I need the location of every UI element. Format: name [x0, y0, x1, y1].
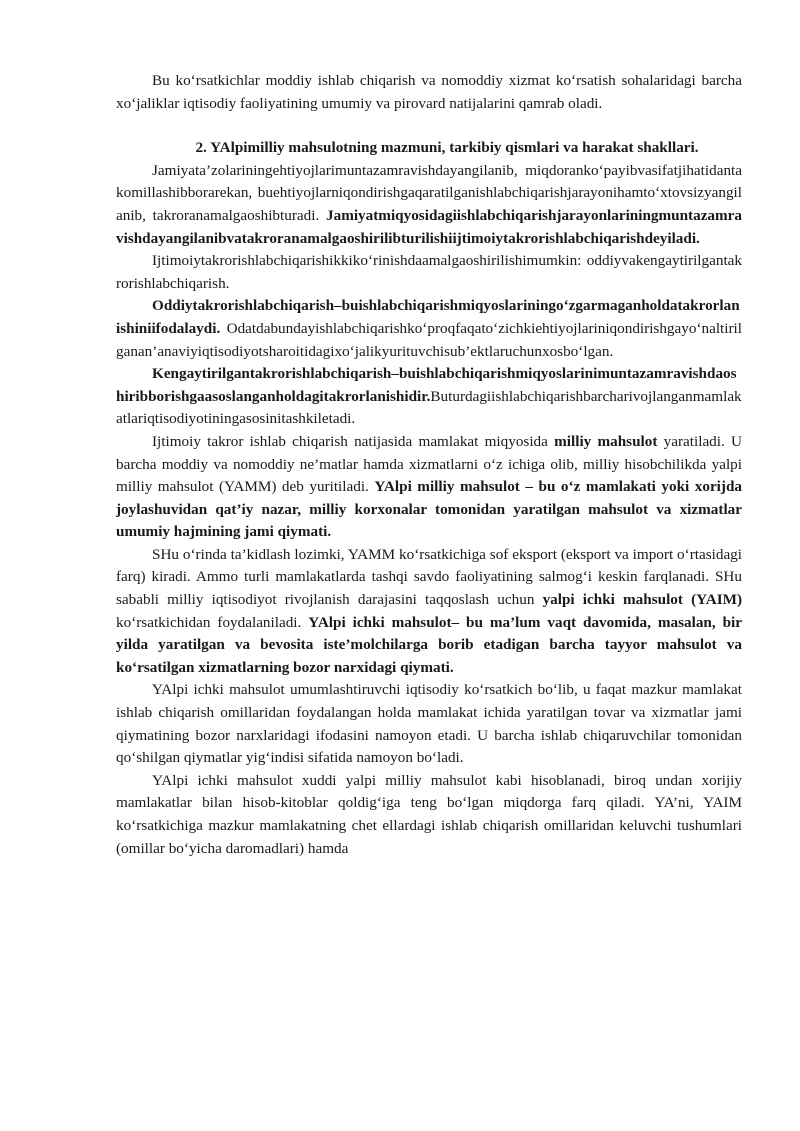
paragraph-gdp-indicator	[116, 679, 742, 769]
definition-bold-text: YAlpi ichki mahsulot– bu ma’lum vaqt davomida, masalan, bir yilda yaratilgan va bevosita iste’molchilarga borib etadigan barcha tayyor mahsulot va ko‘rsatilgan xizmatlarning bozor narxidagi qiymati.	[116, 613, 742, 676]
definition-bold-text: Kengaytirilgantakrorishlabchiqarish–buishlabchiqarishmiqyoslarinimuntazamravishdaoshiribborishgaasoslanganholdagitakrorlanishidir.	[116, 365, 737, 405]
paragraph-gdp	[116, 544, 742, 680]
paragraph-text: YAlpi ichki mahsulot umumlashtiruvchi iqtisodiy ko‘rsatkich bo‘lib, u faqat mazkur mamlakat ishlab chiqarish omillaridan foydalangan holda mamlakat ichida yaratilgan tovar va xizmatlar jami qiymatining bozor narxlaridagi ifodasini namoyon etadi. U barcha ishlab chiqaruvchilar tomonidan qo‘shilgan qiymatlar yig‘indisi sifatida namoyon bo‘ladi.	[116, 681, 742, 767]
paragraph-extended-reproduction	[116, 363, 742, 431]
paragraph-intro	[116, 70, 742, 115]
term-bold: milliy mahsulot	[554, 432, 658, 450]
definition-bold-text: Jamiyatmiqyosidagiishlabchiqarishjarayonlariningmuntazamravishdayangilanibvatakroranamalgaoshirilibturilishiijtimoiytakrorishlabchiqarishdeyiladi.	[116, 206, 743, 247]
paragraph-gdp-calculation	[116, 770, 742, 860]
paragraph-text: Bu ko‘rsatkichlar moddiy ishlab chiqarish va nomoddiy xizmat ko‘rsatish sohalaridagi barcha xo‘jaliklar iqtisodiy faoliyatining umumiy va pirovard natijalarini qamrab oladi.	[116, 72, 742, 112]
term-bold: yalpi ichki mahsulot (YAIM)	[542, 591, 742, 609]
definition-bold-text: YAlpi milliy mahsulot – bu o‘z mamlakati yoki xorijda joylashuvidan qat’iy nazar, milliy korxonalar tomonidan yaratilgan mahsulot va xizmatlar umumiy hajmining jami qiymati.	[116, 478, 742, 541]
section-heading: 2. YAlpimilliy mahsulotning mazmuni, tarkibiy qismlari va harakat shakllari.	[195, 139, 699, 157]
paragraph-text: Jamiyata’zolariningehtiyojlarimuntazamravishdayangilanib, miqdoranko‘payibvasifatjihatidantakomillashibborarekan, buehtiyojlarniqondirishgaqaratilganishlabchiqarishjarayonihamto‘xtovsizyangilanib, takroranamalgaoshibturadi.	[116, 161, 742, 224]
paragraph-text: Buturdagiishlabchiqarishbarcharivojlanganmamlakatlariqtisodiyotiningasosinitashkiletadi.	[116, 387, 742, 428]
definition-bold-text: Oddiytakrorishlabchiqarish–buishlabchiqarishmiqyoslariningo‘zgarmaganholdatakrorlanishiniifodalaydi.	[116, 297, 740, 337]
document-page	[116, 70, 742, 860]
paragraph-text: yaratiladi. U barcha moddiy va nomoddiy ne’matlar hamda xizmatlarni o‘z ichiga olib, milliy hisobchilikda yalpi milliy mahsulot (YAMM) deb yuritiladi.	[116, 432, 742, 496]
paragraph-text: Ijtimoiy takror ishlab chiqarish natijasida mamlakat miqyosida	[152, 432, 555, 450]
paragraph-reproduction-definition	[116, 160, 742, 250]
paragraph-text: SHu o‘rinda ta’kidlash lozimki, YAMM ko‘rsatkichiga sof eksport (eksport va import o‘rtasidagi farq) kiradi. Ammo turli mamlakatlarda tashqi savdo faoliyatining salmog‘i keskin farqlanadi. SHu sababli milliy iqtisodiyot rivojlanish darajasini taqqoslash uchun	[116, 545, 742, 609]
paragraph-text: ko‘rsatkichidan foydalaniladi.	[116, 613, 309, 631]
paragraph-text: Odatdabundayishlabchiqarishko‘proqfaqato‘zichkiehtiyojlariniqondirishgayo‘naltirilganan’anaviyiqtisodiyotsharoitidagixo‘jalikyurituvchisub’ektlaruchunxosbo‘lgan.	[116, 319, 742, 360]
paragraph-gnp	[116, 431, 742, 544]
paragraph-text: YAlpi ichki mahsulot xuddi yalpi milliy mahsulot kabi hisoblanadi, biroq undan xorijiy mamlakatlar bilan hisob-kitoblar qoldig‘iga teng bo‘lgan miqdorga farq qiladi. YA’ni, YAIM ko‘rsatkichiga mazkur mamlakatning chet ellardagi ishlab chiqarish omillaridan keluvchi tushumlari (omillar bo‘yicha daromadlari) hamda	[116, 771, 742, 857]
paragraph-text: Ijtimoiytakrorishlabchiqarishikkiko‘rinishdaamalgaoshirilishimumkin: oddiyvakengaytirilgantakrorishlabchiqarish.	[116, 252, 742, 292]
paragraph-reproduction-types	[116, 250, 742, 295]
paragraph-simple-reproduction	[116, 295, 742, 363]
